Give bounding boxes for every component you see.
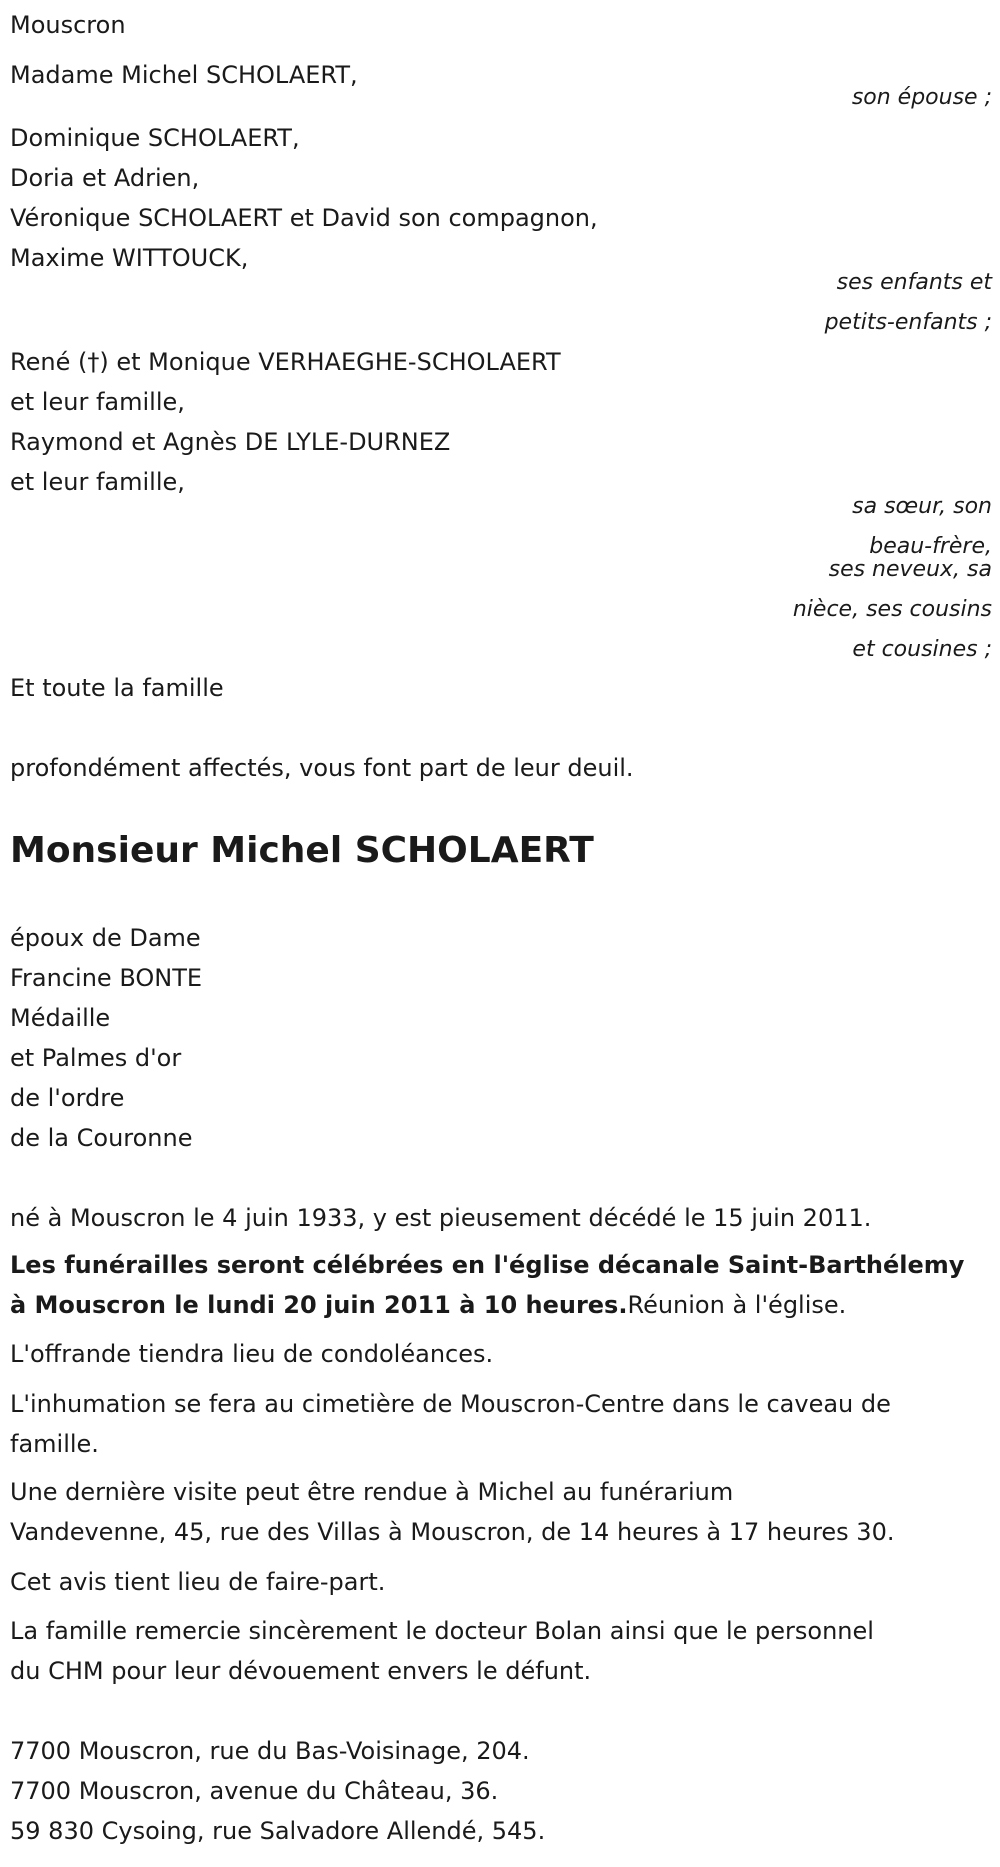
child-1: Dominique SCHOLAERT, (10, 124, 300, 152)
children-relation-1: ses enfants et (836, 270, 992, 295)
burial-line-1: L'inhumation se fera au cimetière de Mouscron-Centre dans le caveau de (10, 1390, 891, 1418)
deceased-detail-5: de l'ordre (10, 1084, 125, 1112)
ceremony-line-2: à Mouscron le lundi 20 juin 2011 à 10 heures. (10, 1291, 628, 1319)
sibling-line-3: Raymond et Agnès DE LYLE-DURNEZ (10, 428, 451, 456)
other-family: Et toute la famille (10, 674, 224, 702)
nephews-relation-3: et cousines ; (852, 637, 992, 662)
spouse-relation: son épouse ; (851, 85, 992, 110)
child-4: Maxime WITTOUCK, (10, 244, 249, 272)
deceased-detail-3: Médaille (10, 1004, 111, 1032)
address-3: 59 830 Cysoing, rue Salvadore Allendé, 545. (10, 1817, 546, 1845)
address-1: 7700 Mouscron, rue du Bas-Voisinage, 204. (10, 1737, 530, 1765)
child-3: Véronique SCHOLAERT et David son compagnon, (10, 204, 598, 232)
visit-line-1: Une dernière visite peut être rendue à Michel au funérarium (10, 1478, 734, 1506)
birth-death-text: né à Mouscron le 4 juin 1933, y est pieusement décédé le 15 juin 2011. (10, 1204, 872, 1232)
thanks-line-1: La famille remercie sincèrement le docteur Bolan ainsi que le personnel (10, 1617, 874, 1645)
announcement-text: profondément affectés, vous font part de leur deuil. (10, 754, 634, 782)
sibling-line-4: et leur famille, (10, 468, 185, 496)
spouse-name: Madame Michel SCHOLAERT, (10, 61, 358, 89)
gathering-text: Réunion à l'église. (627, 1291, 847, 1319)
burial-line-2: famille. (10, 1430, 99, 1458)
deceased-detail-2: Francine BONTE (10, 964, 203, 992)
siblings-relation-2: beau-frère, (869, 534, 992, 559)
deceased-detail-6: de la Couronne (10, 1124, 193, 1152)
offering-text: L'offrande tiendra lieu de condoléances. (10, 1340, 494, 1368)
deceased-name: Monsieur Michel SCHOLAERT (10, 830, 594, 871)
ceremony-line-2-wrapper (10, 1285, 846, 1325)
address-2: 7700 Mouscron, avenue du Château, 36. (10, 1777, 499, 1805)
nephews-relation-2: nièce, ses cousins (792, 597, 992, 622)
sibling-line-2: et leur famille, (10, 388, 185, 416)
ceremony-line-1: Les funérailles seront célébrées en l'église décanale Saint-Barthélemy (10, 1251, 965, 1279)
city-label: Mouscron (10, 11, 126, 39)
deceased-detail-1: époux de Dame (10, 924, 201, 952)
deceased-detail-4: et Palmes d'or (10, 1044, 182, 1072)
siblings-relation-1: sa sœur, son (852, 494, 992, 519)
visit-line-2: Vandevenne, 45, rue des Villas à Mouscron, de 14 heures à 17 heures 30. (10, 1518, 895, 1546)
thanks-line-2: du CHM pour leur dévouement envers le défunt. (10, 1657, 592, 1685)
child-2: Doria et Adrien, (10, 164, 200, 192)
children-relation-2: petits-enfants ; (824, 310, 992, 335)
notice-text: Cet avis tient lieu de faire-part. (10, 1568, 386, 1596)
sibling-line-1: René (†) et Monique VERHAEGHE-SCHOLAERT (10, 348, 561, 376)
nephews-relation-1: ses neveux, sa (828, 557, 992, 582)
